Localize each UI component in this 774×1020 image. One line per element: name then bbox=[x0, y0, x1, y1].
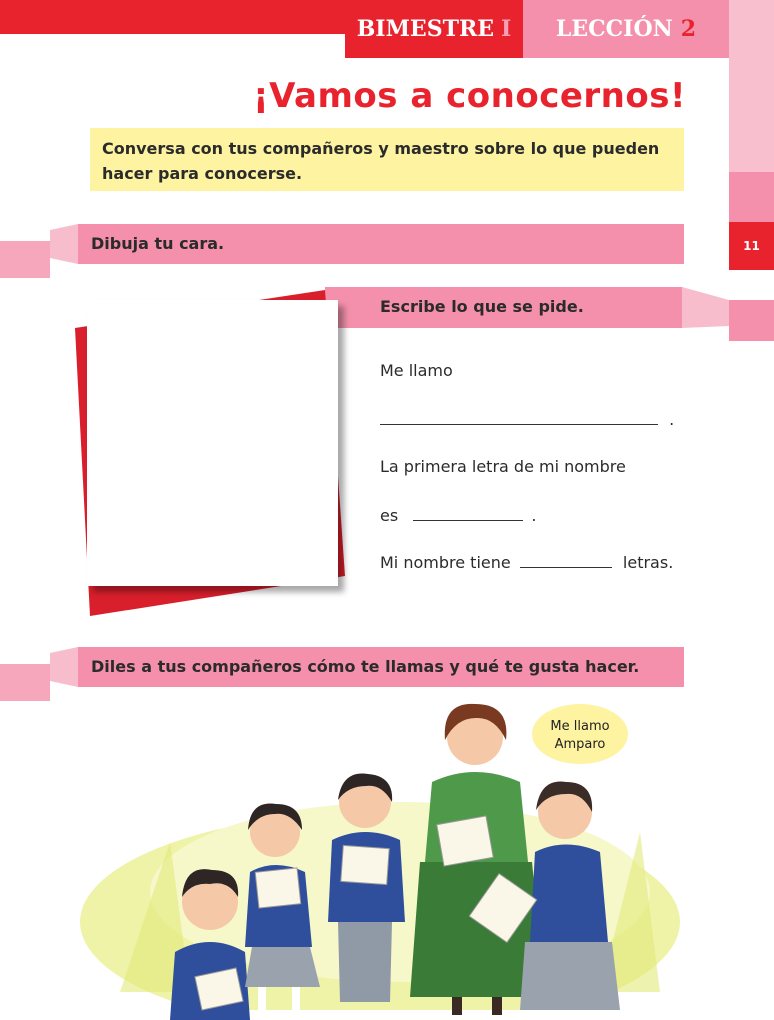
form-line-4-suffix: letras. bbox=[622, 553, 674, 572]
instruction-note: Conversa con tus compañeros y maestro sobre lo que pueden hacer para conocerse. bbox=[90, 128, 684, 191]
form-line-2: La primera letra de mi nombre bbox=[380, 457, 626, 476]
section-tab-left bbox=[0, 241, 50, 278]
page-title: ¡Vamos a conocernos! bbox=[253, 76, 686, 116]
name-blank[interactable] bbox=[380, 407, 658, 425]
section-label-talk: Diles a tus compañeros cómo te llamas y qué te gusta hacer. bbox=[91, 657, 640, 676]
speech-line-1: Me llamo bbox=[550, 719, 610, 734]
form-name-row bbox=[380, 407, 674, 429]
first-letter-blank[interactable] bbox=[413, 506, 523, 521]
speech-line-2: Amparo bbox=[554, 737, 606, 752]
side-band-pink bbox=[729, 172, 774, 222]
form-count-row bbox=[380, 553, 673, 572]
form-line-4-prefix: Mi nombre tiene bbox=[380, 553, 511, 572]
side-band-light bbox=[729, 0, 774, 172]
form-line-3-prefix: es bbox=[380, 506, 399, 525]
leccion-label: LECCIÓN bbox=[555, 16, 673, 42]
period-2: . bbox=[531, 506, 537, 525]
face-drawing-area[interactable] bbox=[87, 300, 338, 586]
letter-count-blank[interactable] bbox=[520, 553, 612, 568]
classroom-illustration bbox=[80, 692, 680, 1020]
period-1: . bbox=[669, 410, 675, 429]
speech-bubble bbox=[532, 704, 628, 764]
bimestre-roman: I bbox=[501, 16, 512, 42]
header-white-gap bbox=[0, 34, 345, 58]
bimestre-tab bbox=[345, 0, 523, 58]
form-letter-row bbox=[380, 506, 536, 525]
page-number: 11 bbox=[729, 222, 774, 270]
section-label-write: Escribe lo que se pide. bbox=[380, 297, 584, 316]
bimestre-label: BIMESTRE bbox=[356, 16, 495, 42]
section-notch bbox=[50, 224, 78, 264]
form-line-1: Me llamo bbox=[380, 361, 453, 380]
leccion-number: 2 bbox=[680, 16, 697, 42]
section-notch-2 bbox=[50, 647, 78, 687]
section-tab-left-2 bbox=[0, 664, 50, 701]
leccion-tab bbox=[523, 0, 729, 58]
section-label-draw: Dibuja tu cara. bbox=[91, 234, 225, 253]
